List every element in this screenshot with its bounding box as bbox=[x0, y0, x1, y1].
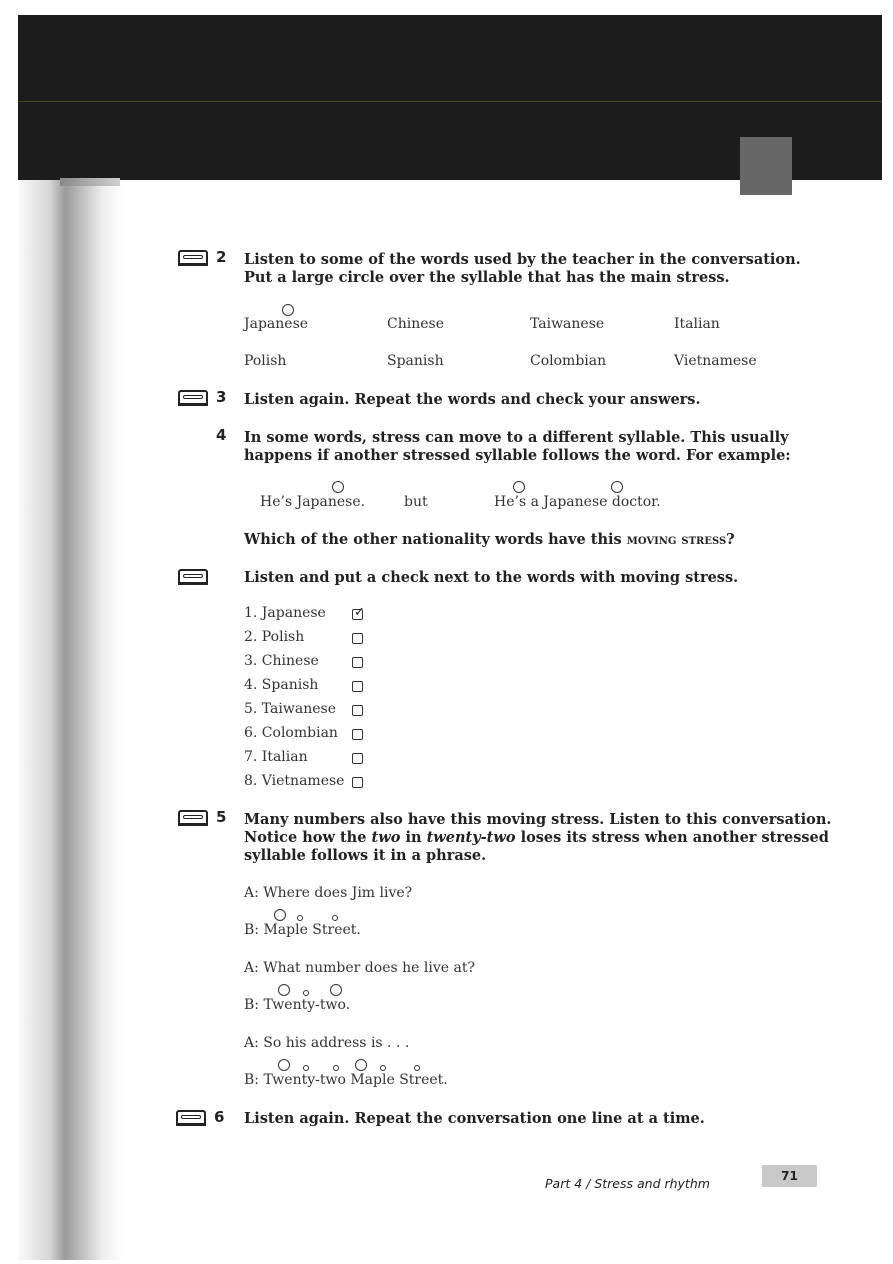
checklist-item-label: 2. Polish bbox=[244, 629, 305, 645]
exercise-3-instruction: Listen again. Repeat the words and check your answers. bbox=[244, 391, 701, 408]
listen-check-instruction: Listen and put a check next to the words with moving stress. bbox=[244, 569, 739, 586]
dialogue-line: B: Twenty-two Maple Street. bbox=[244, 1072, 448, 1088]
stress-circle bbox=[332, 481, 344, 493]
stress-circle bbox=[611, 481, 623, 493]
band-rule bbox=[18, 101, 882, 102]
exercise-2-instruction: Listen to some of the words used by the teacher in the conversation. Put a large circle over the syllable that has the main stress. bbox=[244, 251, 801, 286]
stress-circle bbox=[278, 1059, 290, 1071]
stress-circle bbox=[355, 1059, 367, 1071]
exercise-2-number: 2 bbox=[216, 248, 227, 266]
checklist-item-label: 4. Spanish bbox=[244, 677, 319, 693]
dialogue-line: A: So his address is . . . bbox=[244, 1035, 410, 1051]
example-left: He’s Japanese. bbox=[260, 494, 366, 510]
cassette-icon[interactable] bbox=[178, 810, 208, 826]
checklist-checkbox[interactable] bbox=[352, 681, 363, 692]
stress-circle bbox=[278, 984, 290, 996]
book-spine-shadow bbox=[18, 180, 123, 1260]
unstressed-circle bbox=[332, 915, 338, 921]
checklist-checkbox[interactable] bbox=[352, 753, 363, 764]
checklist-item-label: 3. Chinese bbox=[244, 653, 319, 669]
exercise-5-instruction: Many numbers also have this moving stress. Listen to this conversation. Notice how the two in twenty-two loses its stress when another stressed syllable follows it in a phrase. bbox=[244, 811, 832, 864]
unstressed-circle bbox=[303, 1065, 309, 1071]
stress-circle bbox=[282, 304, 294, 316]
exercise-6-number: 6 bbox=[214, 1108, 225, 1126]
cassette-icon[interactable] bbox=[178, 250, 208, 266]
checklist-item-label: 6. Colombian bbox=[244, 725, 338, 741]
spine-top-shadow bbox=[60, 178, 120, 186]
word-vietnamese: Vietnamese bbox=[674, 353, 757, 369]
cassette-icon[interactable] bbox=[176, 1110, 206, 1126]
checklist-checkbox[interactable] bbox=[352, 657, 363, 668]
unstressed-circle bbox=[333, 1065, 339, 1071]
unstressed-circle bbox=[303, 990, 309, 996]
unstressed-circle bbox=[414, 1065, 420, 1071]
checklist-checkbox[interactable] bbox=[352, 705, 363, 716]
dialogue-line: B: Maple Street. bbox=[244, 922, 361, 938]
stress-circle bbox=[330, 984, 342, 996]
exercise-4-instruction: In some words, stress can move to a different syllable. This usually happens if another stressed syllable follows the word. For example: bbox=[244, 429, 791, 464]
word-polish: Polish bbox=[244, 353, 287, 369]
unstressed-circle bbox=[297, 915, 303, 921]
exercise-6-instruction: Listen again. Repeat the conversation one line at a time. bbox=[244, 1110, 705, 1127]
stress-circle bbox=[513, 481, 525, 493]
checklist-checkbox[interactable] bbox=[352, 777, 363, 788]
checklist-checkbox[interactable] bbox=[352, 729, 363, 740]
word-spanish: Spanish bbox=[387, 353, 444, 369]
exercise-5-number: 5 bbox=[216, 808, 227, 826]
dialogue-line: B: Twenty-two. bbox=[244, 997, 351, 1013]
exercise-4-number: 4 bbox=[216, 426, 227, 444]
word-japanese: Japanese bbox=[244, 316, 309, 332]
top-dark-band bbox=[18, 15, 882, 180]
footer-section-label: Part 4 / Stress and rhythm bbox=[545, 1176, 710, 1191]
example-but: but bbox=[404, 494, 428, 510]
checklist-item-label: 8. Vietnamese bbox=[244, 773, 345, 789]
dialogue-line: A: Where does Jim live? bbox=[244, 885, 413, 901]
exercise-3-number: 3 bbox=[216, 388, 227, 406]
check-mark-icon: ✓ bbox=[354, 605, 365, 620]
cassette-icon[interactable] bbox=[178, 569, 208, 585]
band-gray-block bbox=[740, 137, 792, 195]
stress-circle bbox=[274, 909, 286, 921]
checklist-item-label: 1. Japanese bbox=[244, 605, 326, 621]
word-colombian: Colombian bbox=[530, 353, 607, 369]
checklist-item-label: 7. Italian bbox=[244, 749, 308, 765]
word-italian: Italian bbox=[674, 316, 720, 332]
checklist-item-label: 5. Taiwanese bbox=[244, 701, 336, 717]
unstressed-circle bbox=[380, 1065, 386, 1071]
word-chinese: Chinese bbox=[387, 316, 444, 332]
example-right: He’s a Japanese doctor. bbox=[494, 494, 661, 510]
dialogue-line: A: What number does he live at? bbox=[244, 960, 475, 976]
checklist-checkbox[interactable] bbox=[352, 633, 363, 644]
moving-stress-question: Which of the other nationality words have this moving stress? bbox=[244, 531, 735, 548]
word-taiwanese: Taiwanese bbox=[530, 316, 605, 332]
page-number: 71 bbox=[762, 1165, 817, 1187]
cassette-icon[interactable] bbox=[178, 390, 208, 406]
